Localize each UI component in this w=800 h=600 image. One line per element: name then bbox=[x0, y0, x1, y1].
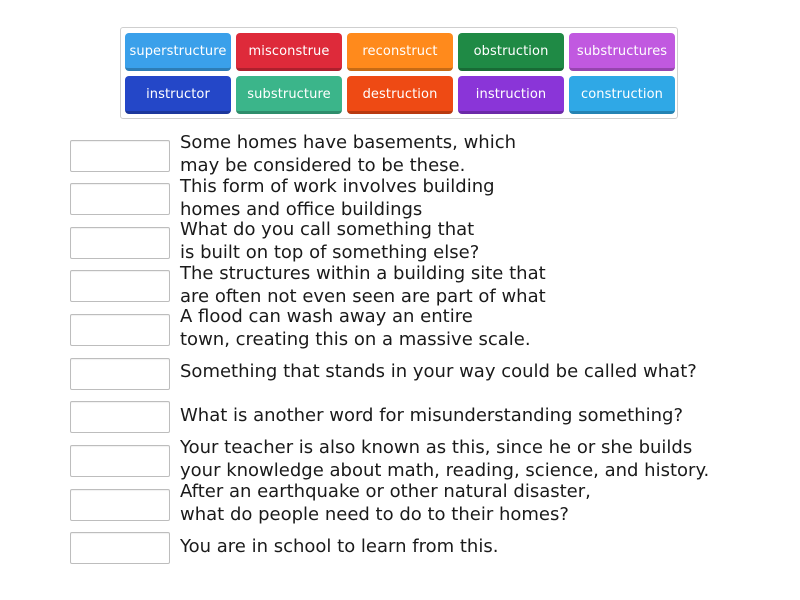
question-5: A flood can wash away an entire town, creating this on a massive scale. bbox=[180, 306, 531, 350]
answer-slot-10[interactable] bbox=[70, 532, 170, 564]
answer-slot-9[interactable] bbox=[70, 489, 170, 521]
word-tile-reconstruct[interactable]: reconstruct bbox=[347, 33, 453, 71]
word-tile-superstructure[interactable]: superstructure bbox=[125, 33, 231, 71]
word-tile-instructor[interactable]: instructor bbox=[125, 76, 231, 114]
question-10: You are in school to learn from this. bbox=[180, 536, 499, 557]
answer-slot-2[interactable] bbox=[70, 183, 170, 215]
question-7: What is another word for misunderstanding something? bbox=[180, 405, 684, 426]
question-3: What do you call something that is built on top of something else? bbox=[180, 219, 480, 263]
answer-slot-5[interactable] bbox=[70, 314, 170, 346]
answer-slot-3[interactable] bbox=[70, 227, 170, 259]
word-tile-misconstrue[interactable]: misconstrue bbox=[236, 33, 342, 71]
question-6: Something that stands in your way could be called what? bbox=[180, 361, 697, 382]
question-4: The structures within a building site that are often not even seen are part of what bbox=[180, 263, 546, 307]
word-tile-construction[interactable]: construction bbox=[569, 76, 675, 114]
word-tile-destruction[interactable]: destruction bbox=[347, 76, 453, 114]
word-tile-substructure[interactable]: substructure bbox=[236, 76, 342, 114]
word-tile-obstruction[interactable]: obstruction bbox=[458, 33, 564, 71]
answer-slot-8[interactable] bbox=[70, 445, 170, 477]
question-2: This form of work involves building homes and office buildings bbox=[180, 176, 495, 220]
word-bank bbox=[120, 27, 678, 119]
answer-slot-7[interactable] bbox=[70, 401, 170, 433]
word-tile-substructures[interactable]: substructures bbox=[569, 33, 675, 71]
question-1: Some homes have basements, which may be considered to be these. bbox=[180, 132, 517, 176]
answer-slot-1[interactable] bbox=[70, 140, 170, 172]
question-9: After an earthquake or other natural disaster, what do people need to do to their homes? bbox=[180, 481, 591, 525]
answer-slot-4[interactable] bbox=[70, 270, 170, 302]
word-tile-instruction[interactable]: instruction bbox=[458, 76, 564, 114]
answer-slot-6[interactable] bbox=[70, 358, 170, 390]
question-8: Your teacher is also known as this, since he or she builds your knowledge about math, reading, science, and history. bbox=[180, 437, 710, 481]
